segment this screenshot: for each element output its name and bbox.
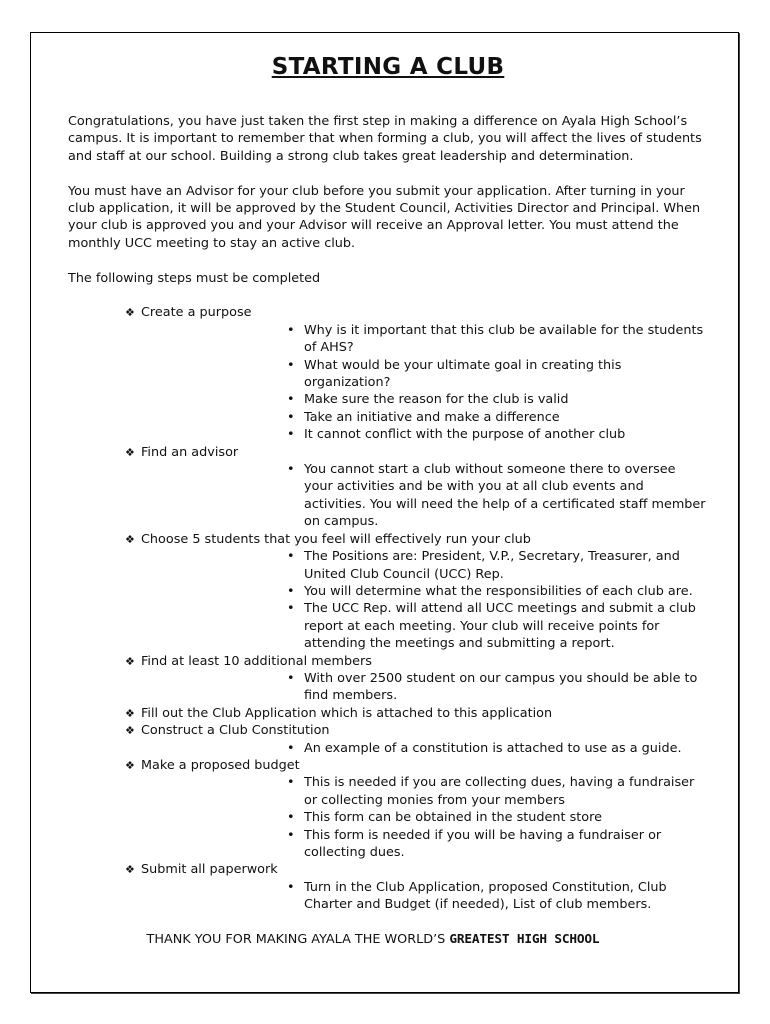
sub-bullet-text: The UCC Rep. will attend all UCC meetings and submit a club report at each meeting. Your club will receive points for attending the meetings and submitting a report. (304, 601, 696, 652)
dot-bullet-icon: • (287, 427, 295, 443)
diamond-bullet-icon: ❖ (125, 724, 135, 738)
intro-paragraph-2: You must have an Advisor for your club before you submit your application. After turning in your club application, it will be approved by the Student Council, Activities Director and Principal. When your club is approved you and your Advisor will receive an Approval letter. You must attend the monthly UCC meeting to stay an active club. (68, 183, 701, 251)
step-item (68, 757, 708, 861)
step-label: Find an advisor (141, 444, 239, 460)
step-label: Choose 5 students that you feel will effectively run your club (141, 531, 531, 547)
sub-bullet-text: You cannot start a club without someone there to oversee your activities and be with you at all club events and activities. You will need the help of a certificated staff member on campus. (304, 462, 706, 530)
sub-bullet-list (141, 774, 708, 861)
sub-bullet-item (141, 391, 708, 408)
step-item (68, 304, 708, 443)
sub-bullet-item (141, 879, 708, 914)
sub-bullet-item (141, 426, 708, 443)
page-title: STARTING A CLUB (271, 54, 505, 80)
closing-emphasis: GREATEST HIGH SCHOOL (449, 932, 600, 948)
step-label: Fill out the Club Application which is attached to this application (141, 705, 553, 721)
sub-bullet-list (141, 670, 708, 705)
sub-bullet-text: Take an initiative and make a difference (304, 409, 560, 425)
dot-bullet-icon: • (287, 462, 295, 478)
sub-bullet-text: It cannot conflict with the purpose of another club (304, 427, 626, 443)
dot-bullet-icon: • (287, 810, 295, 826)
dot-bullet-icon: • (287, 322, 295, 338)
step-item (68, 722, 708, 757)
step-label: Make a proposed budget (141, 757, 300, 773)
diamond-bullet-icon: ❖ (125, 863, 135, 877)
diamond-bullet-icon: ❖ (125, 532, 135, 546)
dot-bullet-icon: • (287, 775, 295, 791)
dot-bullet-icon: • (287, 549, 295, 565)
step-label: Find at least 10 additional members (141, 653, 372, 669)
sub-bullet-text: Turn in the Club Application, proposed Constitution, Club Charter and Budget (if needed), List of club members. (304, 879, 667, 913)
dot-bullet-icon: • (287, 357, 295, 373)
page-frame (30, 32, 739, 993)
sub-bullet-list (141, 879, 708, 914)
sub-bullet-text: With over 2500 student on our campus you should be able to find members. (304, 670, 698, 704)
sub-bullet-list (141, 740, 708, 757)
dot-bullet-icon: • (287, 583, 295, 599)
dot-bullet-icon: • (287, 879, 295, 895)
sub-bullet-item (141, 461, 708, 531)
dot-bullet-icon: • (287, 827, 295, 843)
sub-bullet-item (141, 600, 708, 652)
sub-bullet-item (141, 809, 708, 826)
dot-bullet-icon: • (287, 601, 295, 617)
sub-bullet-text: This is needed if you are collecting dues, having a fundraiser or collecting monies from your members (304, 775, 695, 808)
sub-bullet-item (141, 322, 708, 357)
sub-bullet-item (141, 827, 708, 862)
sub-bullet-text: This form is needed if you will be having a fundraiser or collecting dues. (304, 827, 662, 861)
step-item (68, 531, 708, 653)
step-label: Submit all paperwork (141, 862, 278, 878)
dot-bullet-icon: • (287, 740, 295, 756)
sub-bullet-list (141, 322, 708, 444)
sub-bullet-text: Why is it important that this club be available for the students of AHS? (304, 322, 704, 356)
diamond-bullet-icon: ❖ (125, 445, 135, 459)
step-item (68, 653, 708, 705)
sub-bullet-item (141, 774, 708, 809)
diamond-bullet-icon: ❖ (125, 306, 135, 320)
dot-bullet-icon: • (287, 670, 295, 686)
sub-bullet-text: This form can be obtained in the student store (304, 810, 602, 826)
diamond-bullet-icon: ❖ (125, 758, 135, 772)
closing-line (68, 931, 708, 948)
sub-bullet-item (141, 357, 708, 392)
closing-text: THANK YOU FOR MAKING AYALA THE WORLD’S (146, 932, 450, 948)
step-item (68, 444, 708, 531)
dot-bullet-icon: • (287, 392, 295, 408)
intro-paragraph-3: The following steps must be completed (68, 270, 321, 286)
sub-bullet-text: What would be your ultimate goal in creating this organization? (304, 357, 622, 391)
step-label: Construct a Club Constitution (141, 723, 330, 739)
sub-bullet-item (141, 740, 708, 757)
sub-bullet-text: You will determine what the responsibilities of each club are. (304, 583, 693, 599)
sub-bullet-item (141, 670, 708, 705)
sub-bullet-text: An example of a constitution is attached to use as a guide. (304, 740, 682, 756)
sub-bullet-item (141, 548, 708, 583)
diamond-bullet-icon: ❖ (125, 654, 135, 668)
diamond-bullet-icon: ❖ (125, 706, 135, 720)
dot-bullet-icon: • (287, 409, 295, 425)
steps-list (68, 304, 708, 913)
sub-bullet-list (141, 461, 708, 531)
sub-bullet-text: The Positions are: President, V.P., Secretary, Treasurer, and United Club Council (UCC) Rep. (304, 549, 680, 582)
step-label: Create a purpose (141, 305, 252, 321)
sub-bullet-item (141, 583, 708, 600)
intro-paragraph-1: Congratulations, you have just taken the first step in making a difference on Ayala High School’s campus. It is important to remember that when forming a club, you will affect the lives of students and staff at our school. Building a strong club takes great leadership and determination. (68, 114, 702, 164)
sub-bullet-list (141, 548, 708, 652)
sub-bullet-text: Make sure the reason for the club is valid (304, 392, 569, 408)
step-item (68, 861, 708, 913)
step-item (68, 705, 708, 722)
document-body (68, 51, 708, 948)
sub-bullet-item (141, 409, 708, 426)
